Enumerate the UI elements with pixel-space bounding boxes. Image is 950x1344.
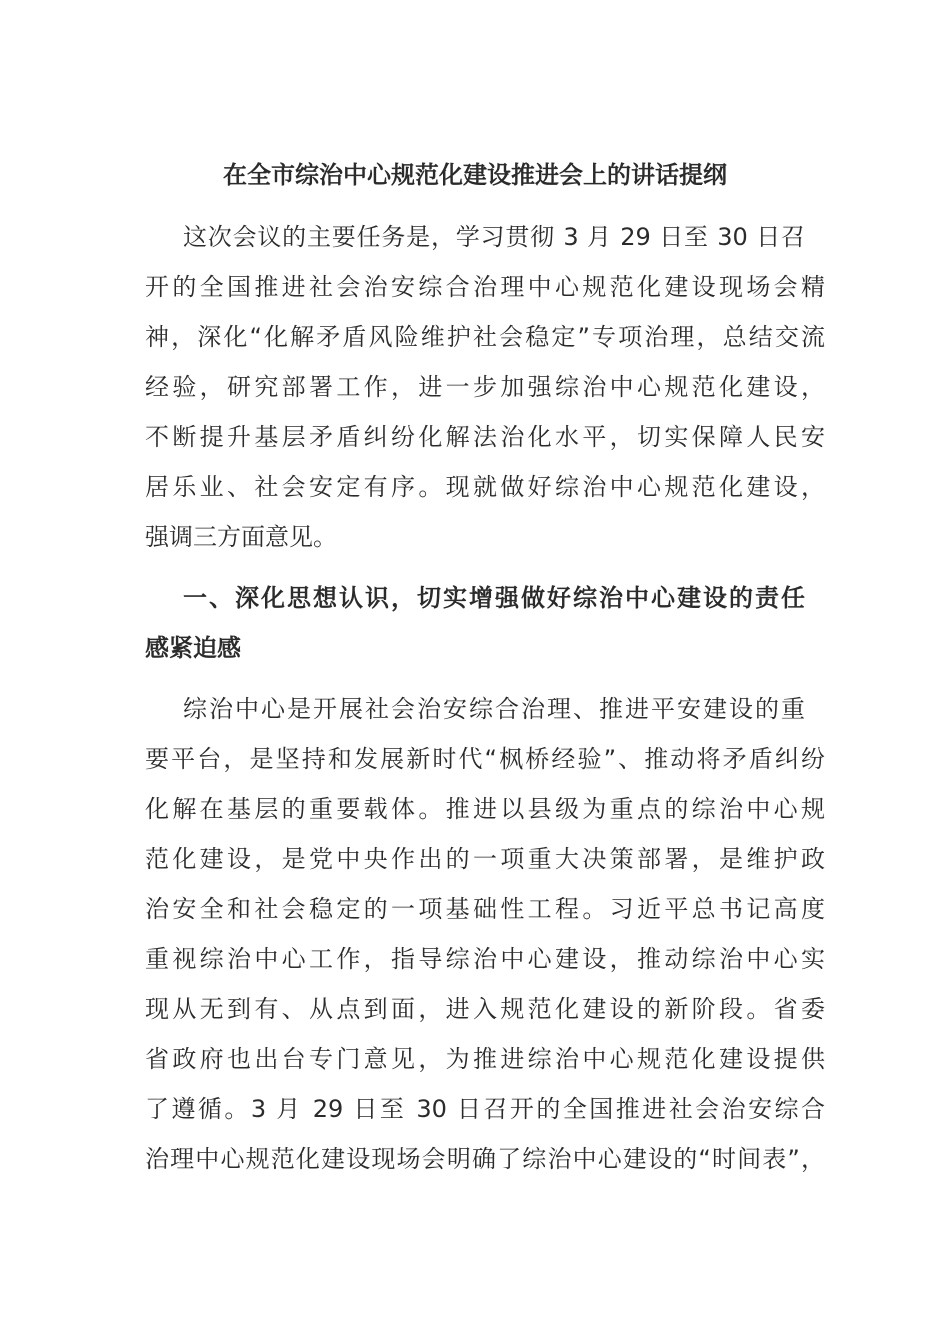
paragraph-1-line-7: 强调三方面意见。 bbox=[145, 523, 337, 551]
paragraph-1-line-4: 经验，研究部署工作，进一步加强综治中心规范化建设， bbox=[145, 373, 825, 401]
document-title: 在全市综治中心规范化建设推进会上的讲话提纲 bbox=[223, 161, 727, 189]
paragraph-2-line-1: 综治中心是开展社会治安综合治理、推进平安建设的重 bbox=[183, 695, 805, 723]
paragraph-2-line-9: 了遵循。3 月 29 日至 30 日召开的全国推进社会治安综合 bbox=[145, 1095, 825, 1123]
paragraph-1-line-6: 居乐业、社会安定有序。现就做好综治中心规范化建设， bbox=[145, 473, 825, 501]
paragraph-2-line-4: 范化建设，是党中央作出的一项重大决策部署，是维护政 bbox=[145, 845, 825, 873]
paragraph-1-line-2: 开的全国推进社会治安综合治理中心规范化建设现场会精 bbox=[145, 273, 825, 301]
paragraph-2-line-2: 要平台，是坚持和发展新时代“枫桥经验”、推动将矛盾纠纷 bbox=[145, 745, 825, 773]
paragraph-2-line-3: 化解在基层的重要载体。推进以县级为重点的综治中心规 bbox=[145, 795, 825, 823]
paragraph-1-line-5: 不断提升基层矛盾纠纷化解法治化水平，切实保障人民安 bbox=[145, 423, 825, 451]
paragraph-2-line-8: 省政府也出台专门意见，为推进综治中心规范化建设提供 bbox=[145, 1045, 825, 1073]
paragraph-2-line-6: 重视综治中心工作，指导综治中心建设，推动综治中心实 bbox=[145, 945, 825, 973]
paragraph-2-line-5: 治安全和社会稳定的一项基础性工程。习近平总书记高度 bbox=[145, 895, 825, 923]
section-heading-1-line-2: 感紧迫感 bbox=[145, 634, 241, 662]
paragraph-1-line-1: 这次会议的主要任务是，学习贯彻 3 月 29 日至 30 日召 bbox=[183, 223, 805, 251]
paragraph-2-line-10: 治理中心规范化建设现场会明确了综治中心建设的“时间表”， bbox=[145, 1145, 825, 1173]
paragraph-2-line-7: 现从无到有、从点到面，进入规范化建设的新阶段。省委 bbox=[145, 995, 825, 1023]
section-heading-1-line-1: 一、深化思想认识，切实增强做好综治中心建设的责任 bbox=[183, 584, 805, 612]
paragraph-1-line-3: 神，深化“化解矛盾风险维护社会稳定”专项治理，总结交流 bbox=[145, 323, 825, 351]
